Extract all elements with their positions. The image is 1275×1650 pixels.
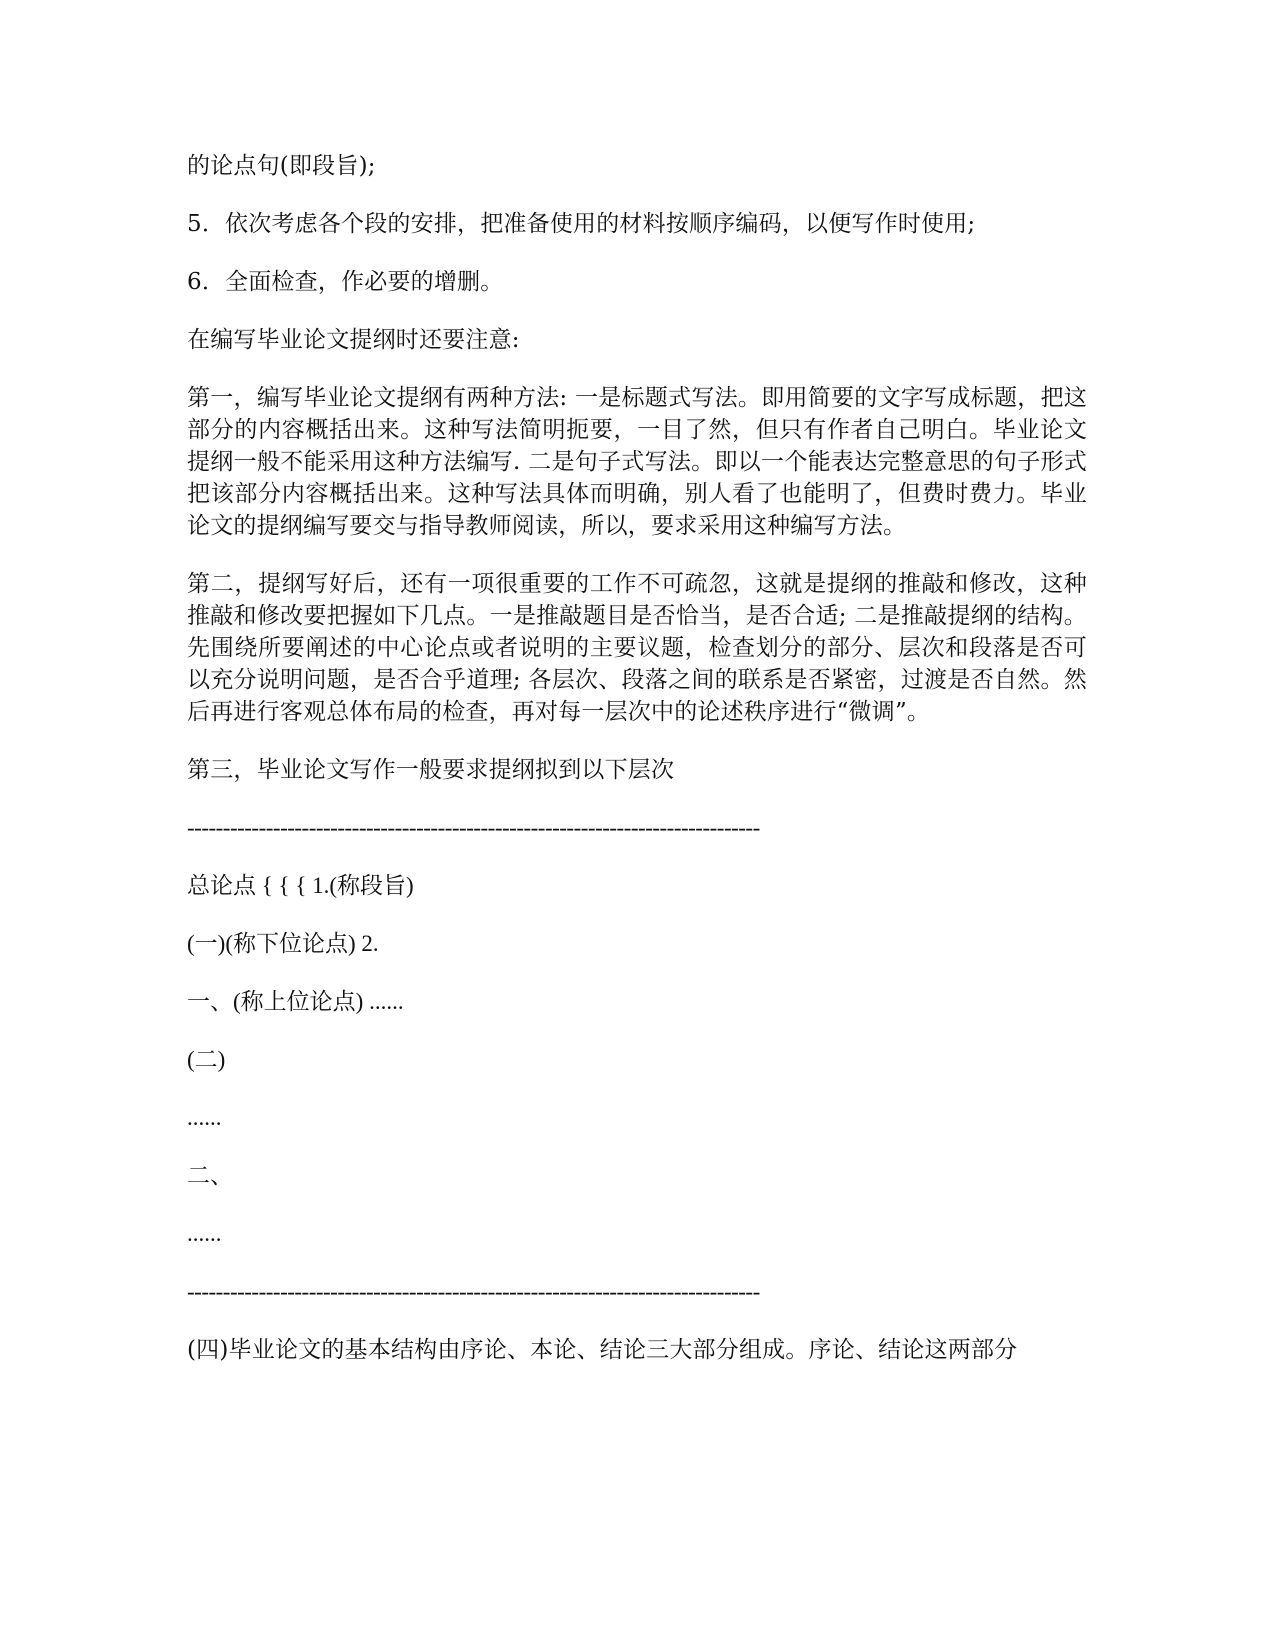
- paragraph-structure: (四)毕业论文的基本结构由序论、本论、结论三大部分组成。序论、结论这两部分: [187, 1337, 1018, 1363]
- divider-bottom: --------------------------------------------------------------------------------: [187, 1279, 760, 1304]
- paragraph-notes-intro: 在编写毕业论文提纲时还要注意:: [187, 327, 520, 353]
- document-body: [187, 150, 1087, 1392]
- outline-line-7: ......: [187, 1221, 222, 1246]
- paragraph-second-note: 第二，提纲写好后，还有一项很重要的工作不可疏忽，这就是提纲的推敲和修改，这种推敲和修改要把握如下几点。一是推敲题目是否恰当，是否合适; 二是推敲提纲的结构。先围绕所要阐述的中心论点或者说明的主要议题，检查划分的部分、层次和段落是否可以充分说明问题，是否合乎道理; 各层次、段落之间的联系是否紧密，过渡是否自然。然后再进行客观总体布局的检查，再对每一层次中的论述秩序进行“微调”。: [187, 571, 1087, 725]
- outline-line-3: 一、(称上位论点) ......: [187, 989, 404, 1014]
- divider-top: --------------------------------------------------------------------------------: [187, 815, 760, 840]
- paragraph-third-note: 第三，毕业论文写作一般要求提纲拟到以下层次: [187, 757, 675, 783]
- outline-line-1: 总论点 { { { 1.(称段旨): [187, 873, 414, 898]
- paragraph-first-note: 第一，编写毕业论文提纲有两种方法: 一是标题式写法。即用简要的文字写成标题，把这部分的内容概括出来。这种写法简明扼要，一目了然，但只有作者自己明白。毕业论文提纲一般不能采用这种方法编写. 二是句子式写法。即以一个能表达完整意思的句子形式把该部分内容概括出来。这种写法具体而明确，别人看了也能明了，但费时费力。毕业论文的提纲编写要交与指导教师阅读，所以，要求采用这种编写方法。: [187, 385, 1087, 539]
- outline-line-2: (一)(称下位论点) 2.: [187, 931, 379, 956]
- outline-line-5: ......: [187, 1105, 222, 1130]
- paragraph-topic-sentence: 的论点句(即段旨);: [187, 153, 376, 179]
- paragraph-step-6: 6．全面检查，作必要的增删。: [187, 269, 504, 295]
- outline-line-4: (二): [187, 1047, 226, 1072]
- outline-line-6: 二、: [187, 1163, 233, 1188]
- paragraph-step-5: 5．依次考虑各个段的安排，把准备使用的材料按顺序编码，以便写作时使用;: [187, 211, 976, 237]
